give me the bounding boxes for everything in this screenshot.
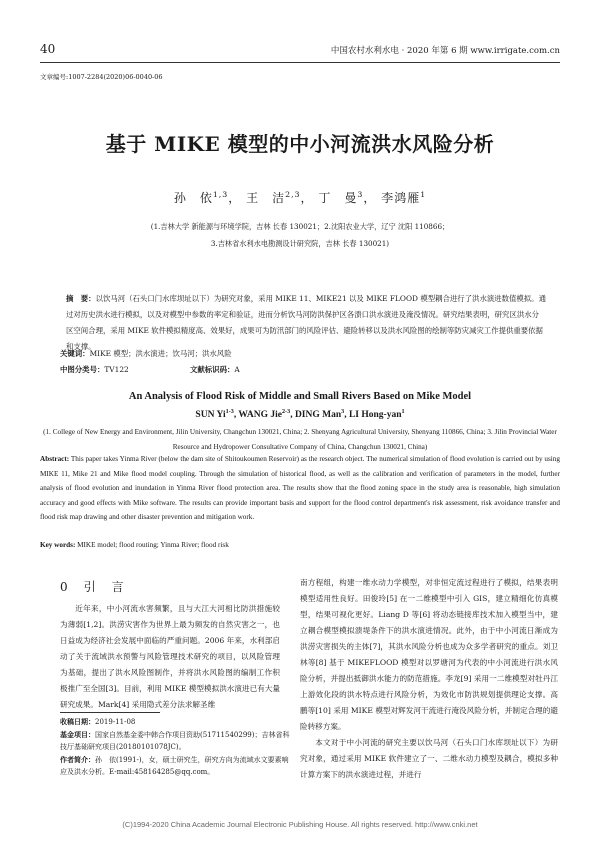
author-en: LI Hong-yan$^1$ bbox=[348, 409, 405, 421]
author: 孙 依$^{1,3}$， bbox=[173, 190, 242, 205]
chinese-keywords: 关键词：MIKE 模型；洪水演进；饮马河；洪水风险 bbox=[60, 349, 232, 358]
page-number: 40 bbox=[40, 42, 56, 56]
author: 丁 曼$^3$， bbox=[318, 190, 377, 205]
document-code: 文献标识码：A bbox=[190, 365, 240, 374]
footnote: 基金项目：国家自然基金委中韩合作项目资助(51711540299)；吉林省科技厅基础研究项目(20180101078JC)。 bbox=[60, 729, 290, 752]
affiliation-line: 3.吉林省水利水电勘测设计研究院，吉林 长春 130021) bbox=[210, 239, 390, 248]
section-heading: 0 引 言 bbox=[60, 580, 126, 594]
abstract-text: 以饮马河（石头口门水库坝址以下）为研究对象，采用 MIKE 11、MIKE21 以及 MIKE FLOOD 模型耦合进行了洪水演进数值模拟。通过对历史洪水进行模拟，以及对模型中参数的率定和验证，进而分析饮马河防洪保护区各溃口洪水演进及淹没情况。研究结果表明，研究区洪水分区空间合理，采用 MIKE 软件模拟精度高、效果好，成果可为防汛部门的风险评估、避险转移以及洪水风险图的绘制等防灾减灾工作提供重要依据和支撑。 bbox=[66, 294, 546, 351]
english-author-list bbox=[0, 409, 600, 420]
intro-paragraph: 本文对于中小河流的研究主要以饮马河（石头口门水库坝址以下）为研究对象，通过采用 MIKE 软件建立了一、二维水动力模型及耦合，模拟多种计算方案下的洪水演进过程，并进行 bbox=[300, 738, 558, 779]
footnote: 收稿日期：2019-11-08 bbox=[60, 717, 136, 726]
english-affiliation: (1. College of New Energy and Environment, Jilin University, Changchun 130021, China; 2. Shenyang Agricultural University, Shenyang 110866, China; 3. Jilin Provincial Water Resource and Hydropower Consultative Company of China, Changchun 130021, China) bbox=[43, 428, 557, 451]
intro-paragraph: 近年来，中小河流水害频繁，且与大江大河相比防洪措施较为薄弱[1,2]。洪涝灾害作为世界上最为频发的自然灾害之一，也日益成为经济社会发展中面临的严重问题。2006 年来，水利部启动了关于流域洪水预警与风险管理技术研究的项目，以风险管理为基础，提出了洪水风险图制作，并将洪水风险图的编制工作积极推广至全国[3]。目前，利用 MIKE 模型模拟洪水演进已有大量研究成果。Mark[4] 采用隐式差分法求解圣维 bbox=[60, 604, 280, 709]
author-en: DING Man$^3$, bbox=[294, 409, 349, 421]
author-en: SUN Yi$^{1-3}$, bbox=[195, 409, 239, 421]
footnote: 作者简介：孙 依(1991-)，女，硕士研究生，研究方向为流域水文要素响应及洪水分析。E-mail:458164285@qq.com。 bbox=[60, 754, 289, 777]
clc-number: 中图分类号：TV122 bbox=[60, 365, 129, 374]
copyright-footer: (C)1994-2020 China Academic Journal Electronic Publishing House. All rights reserved. http://www.cnki.net bbox=[122, 820, 478, 829]
english-title: An Analysis of Flood Risk of Middle and Small Rivers Based on Mike Model bbox=[128, 391, 472, 402]
author-list bbox=[0, 189, 600, 206]
abstract-label: 摘 要： bbox=[66, 294, 96, 303]
chinese-abstract bbox=[66, 291, 546, 355]
intro-left-column bbox=[60, 601, 280, 713]
author: 李鸿雁$^1$ bbox=[381, 190, 427, 205]
footnote-rule bbox=[60, 712, 160, 713]
journal-header: 中国农村水利水电 · 2020 年第 6 期 www.irrigate.com.cn bbox=[330, 46, 560, 56]
footnotes bbox=[60, 716, 292, 779]
article-number: 文章编号:1007-2284(2020)06-0040-06 bbox=[40, 73, 163, 81]
paper-title: 基于 MIKE 模型的中小河流洪水风险分析 bbox=[105, 132, 495, 156]
english-keywords: Key words: MIKE model; flood routing; Yinma River; flood risk bbox=[40, 541, 229, 549]
intro-paragraph: 南方程组，构建一维水动力学模型，对非恒定流过程进行了模拟，结果表明模型适用性良好。田俊玲[5] 在一二维模型中引入 GIS，建立精细化仿真模型，结果可视化更好。Liang D 等[6] 将动态链接库技术加入模型当中，建立耦合模型模拟溃堤条件下的洪水演进情况。此外，由于中小河流日渐成为洪涝灾害损失的主体[7]，其洪水风险分析也成为众多学者研究的重点。刘卫林等[8] 基于 MIKEFLOOD 模型对以罗塘河为代表的中小河流进行洪水风险分析，并提出抵御洪水能力的防范措施。李龙[9] 采用一二维模型对牡丹江上游效化段的洪水特点进行风险分析，为效化市防洪规划提供理论支撑。高鹏等[10] 采用 MIKE 模型对辉发河干流进行淹没风险分析，并制定合理的避险转移方案。 bbox=[300, 578, 558, 731]
intro-right-column bbox=[300, 575, 558, 783]
affiliation-line: (1.吉林大学 新能源与环境学院，吉林 长春 130021；2.沈阳农业大学，辽宁 沈阳 110866； bbox=[150, 222, 450, 231]
author: 王 洁$^{2,3}$， bbox=[246, 190, 314, 205]
header-rule bbox=[40, 62, 560, 63]
english-abstract: Abstract: This paper takes Yinma River (below the dam site of Shitoukoumen Reservoir) as the research object. The numerical simulation of flood evolution is carried out by using MIKE 11, Mike 21 and Mike flood model coupling. Through the simulation of historical flood, as well as the calibration and verification of parameters in the model, further analysis of flood evolution and inundation in Yinma River flood protection area. The results show that the flood zoning space in the study area is reasonable, high simulation accuracy and good effects with Mike software. The results can provide important basis and support for the flood control department's risk assessment, risk avoidance transfer and flood risk map drawing and other disaster prevention and mitigation work. bbox=[40, 455, 560, 521]
author-en: WANG Jie$^{2-3}$, bbox=[238, 409, 295, 421]
